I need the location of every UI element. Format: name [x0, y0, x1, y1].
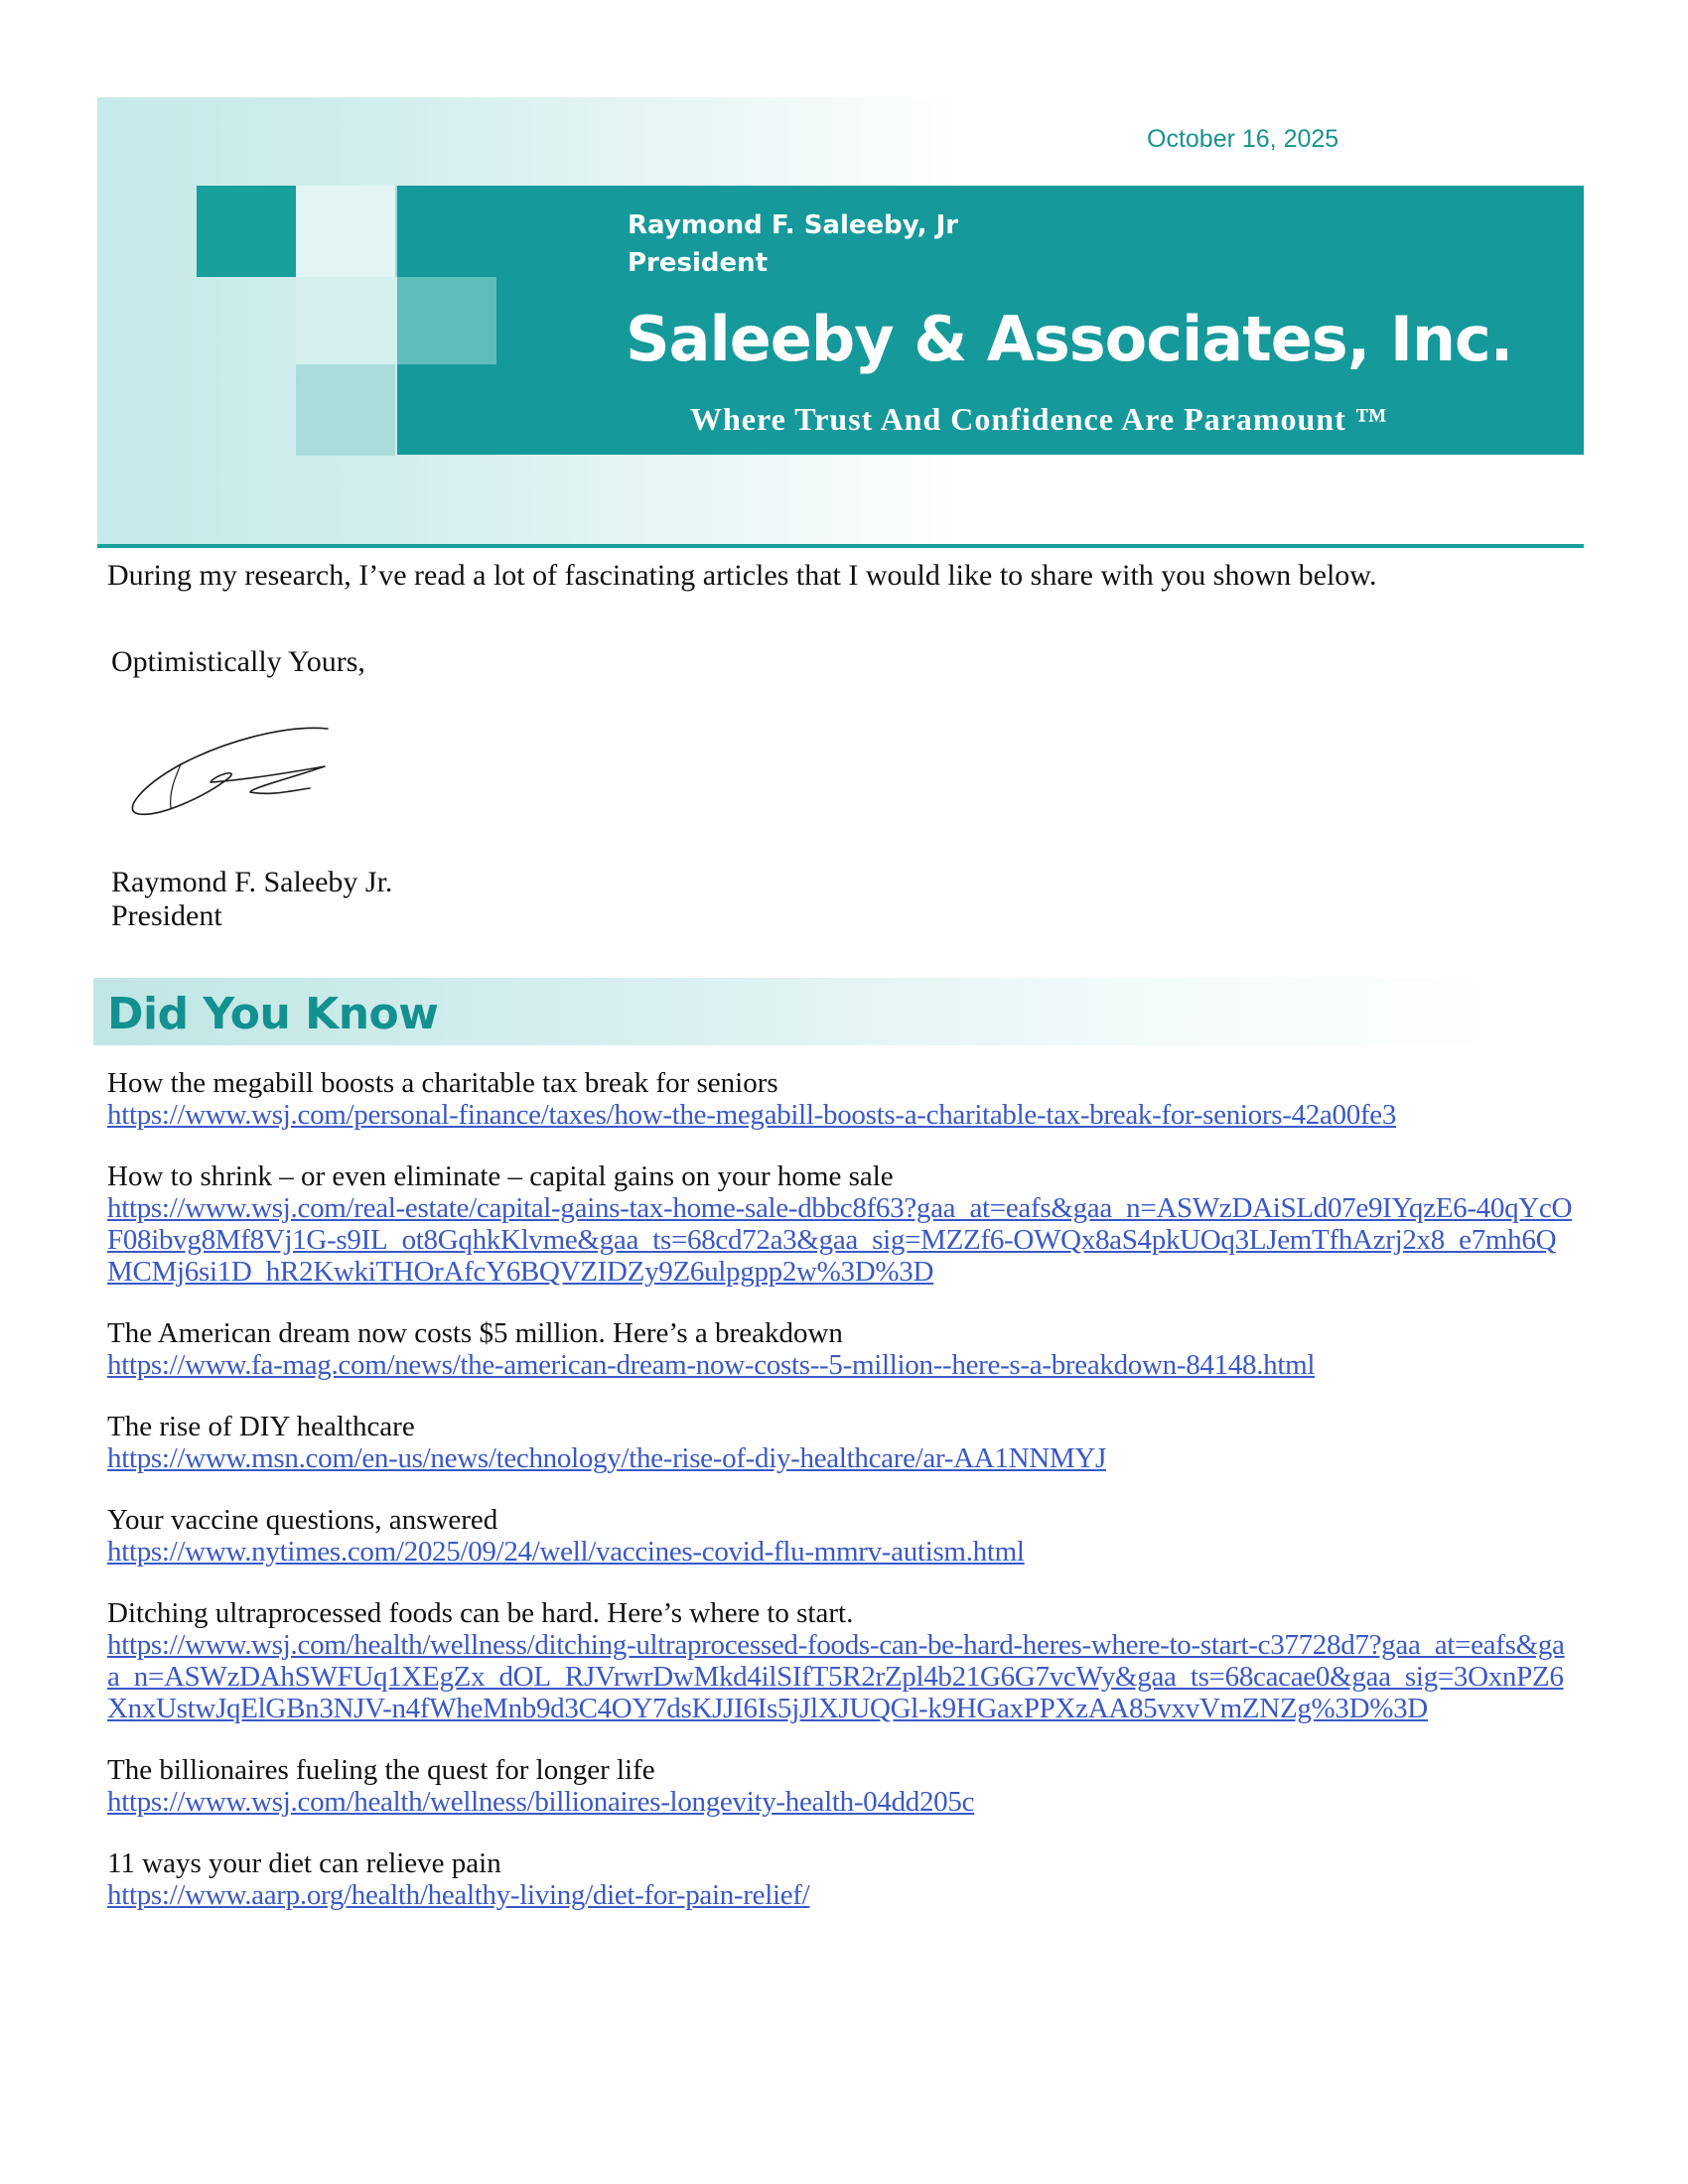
article-link[interactable]: https://www.wsj.com/health/wellness/ditching-ultraprocessed-foods-can-be-hard-heres-where-to-start-c37728d7?gaa_at=eafs&gaa_n=ASWzDAhSWFUq1XEgZx_dOL_RJVrwrDwMkd4ilSIfT5R2rZpl4b21G6G7vcWy&gaa_ts=68cacae0&gaa_sig=3OxnPZ6XnxUstwJqElGBn3NJV-n4fWheMnb9d3C4OY7dsKJJI6Is5jJlXJUQGl-k9HGaxPPXzAA85vxvVmZNZg%3D%3D: [107, 1629, 1565, 1724]
article-item: [107, 1504, 1587, 1568]
company-tagline: Where Trust And Confidence Are Paramount ™: [690, 401, 1388, 437]
article-link[interactable]: https://www.fa-mag.com/news/the-american-dream-now-costs--5-million--here-s-a-breakdown-84148.html: [107, 1349, 1316, 1381]
article-link[interactable]: https://www.aarp.org/health/healthy-living/diet-for-pain-relief/: [107, 1879, 810, 1911]
article-link[interactable]: https://www.wsj.com/real-estate/capital-gains-tax-home-sale-dbbc8f63?gaa_at=eafs&gaa_n=ASWzDAiSLd07e9IYqzE6-40qYcOF08ibvg8Mf8Vj1G-s9IL_ot8GqhkKlvme&gaa_ts=68cd72a3&gaa_sig=MZZf6-OWQx8aS4pkUOq3LJemTfhAzrj2x8_e7mh6QMCMj6si1D_hR2KwkiTHOrAfcY6BQVZIDZy9Z6ulpgpp2w%3D%3D: [107, 1192, 1573, 1288]
article-link[interactable]: https://www.wsj.com/health/wellness/billionaires-longevity-health-04dd205c: [107, 1786, 975, 1818]
closing-line: Optimistically Yours,: [111, 645, 365, 678]
article-item: [107, 1411, 1587, 1474]
article-title: Your vaccine questions, answered: [107, 1504, 498, 1536]
article-list: [107, 1067, 1587, 1941]
section-heading: Did You Know: [107, 989, 439, 1039]
letter-date: October 16, 2025: [1147, 125, 1339, 153]
article-link[interactable]: https://www.msn.com/en-us/news/technology/the-rise-of-diy-healthcare/ar-AA1NNMYJ: [107, 1442, 1107, 1474]
article-title: How to shrink – or even eliminate – capital gains on your home sale: [107, 1160, 894, 1192]
article-item: [107, 1754, 1587, 1818]
decorative-square: [296, 364, 395, 456]
signer-name: Raymond F. Saleeby Jr.: [111, 866, 393, 898]
decorative-square: [197, 186, 296, 277]
signature-image: [121, 717, 350, 826]
article-item: [107, 1160, 1587, 1288]
sender-name: Raymond F. Saleeby, Jr: [628, 210, 959, 240]
article-item: [107, 1847, 1587, 1911]
article-item: [107, 1317, 1587, 1381]
letterhead-divider: [97, 544, 1584, 548]
intro-paragraph: During my research, I’ve read a lot of fascinating articles that I would like to share with you shown below.: [107, 559, 1377, 592]
signer-block: [111, 866, 392, 933]
article-title: 11 ways your diet can relieve pain: [107, 1847, 501, 1879]
article-title: The rise of DIY healthcare: [107, 1411, 415, 1442]
company-name: Saleeby & Associates, Inc.: [626, 303, 1513, 375]
article-title: How the megabill boosts a charitable tax break for seniors: [107, 1067, 778, 1099]
article-link[interactable]: https://www.wsj.com/personal-finance/taxes/how-the-megabill-boosts-a-charitable-tax-break-for-seniors-42a00fe3: [107, 1099, 1397, 1131]
article-title: Ditching ultraprocessed foods can be hard. Here’s where to start.: [107, 1597, 854, 1629]
article-title: The billionaires fueling the quest for longer life: [107, 1754, 655, 1786]
sender-block: [628, 206, 958, 282]
decorative-square: [296, 186, 395, 277]
decorative-square: [397, 277, 496, 364]
article-title: The American dream now costs $5 million. Here’s a breakdown: [107, 1317, 843, 1349]
sender-title: President: [628, 248, 769, 278]
decorative-square: [296, 277, 395, 364]
article-item: [107, 1597, 1587, 1724]
article-item: [107, 1067, 1587, 1131]
signer-title: President: [111, 899, 222, 932]
article-link[interactable]: https://www.nytimes.com/2025/09/24/well/vaccines-covid-flu-mmrv-autism.html: [107, 1536, 1025, 1568]
